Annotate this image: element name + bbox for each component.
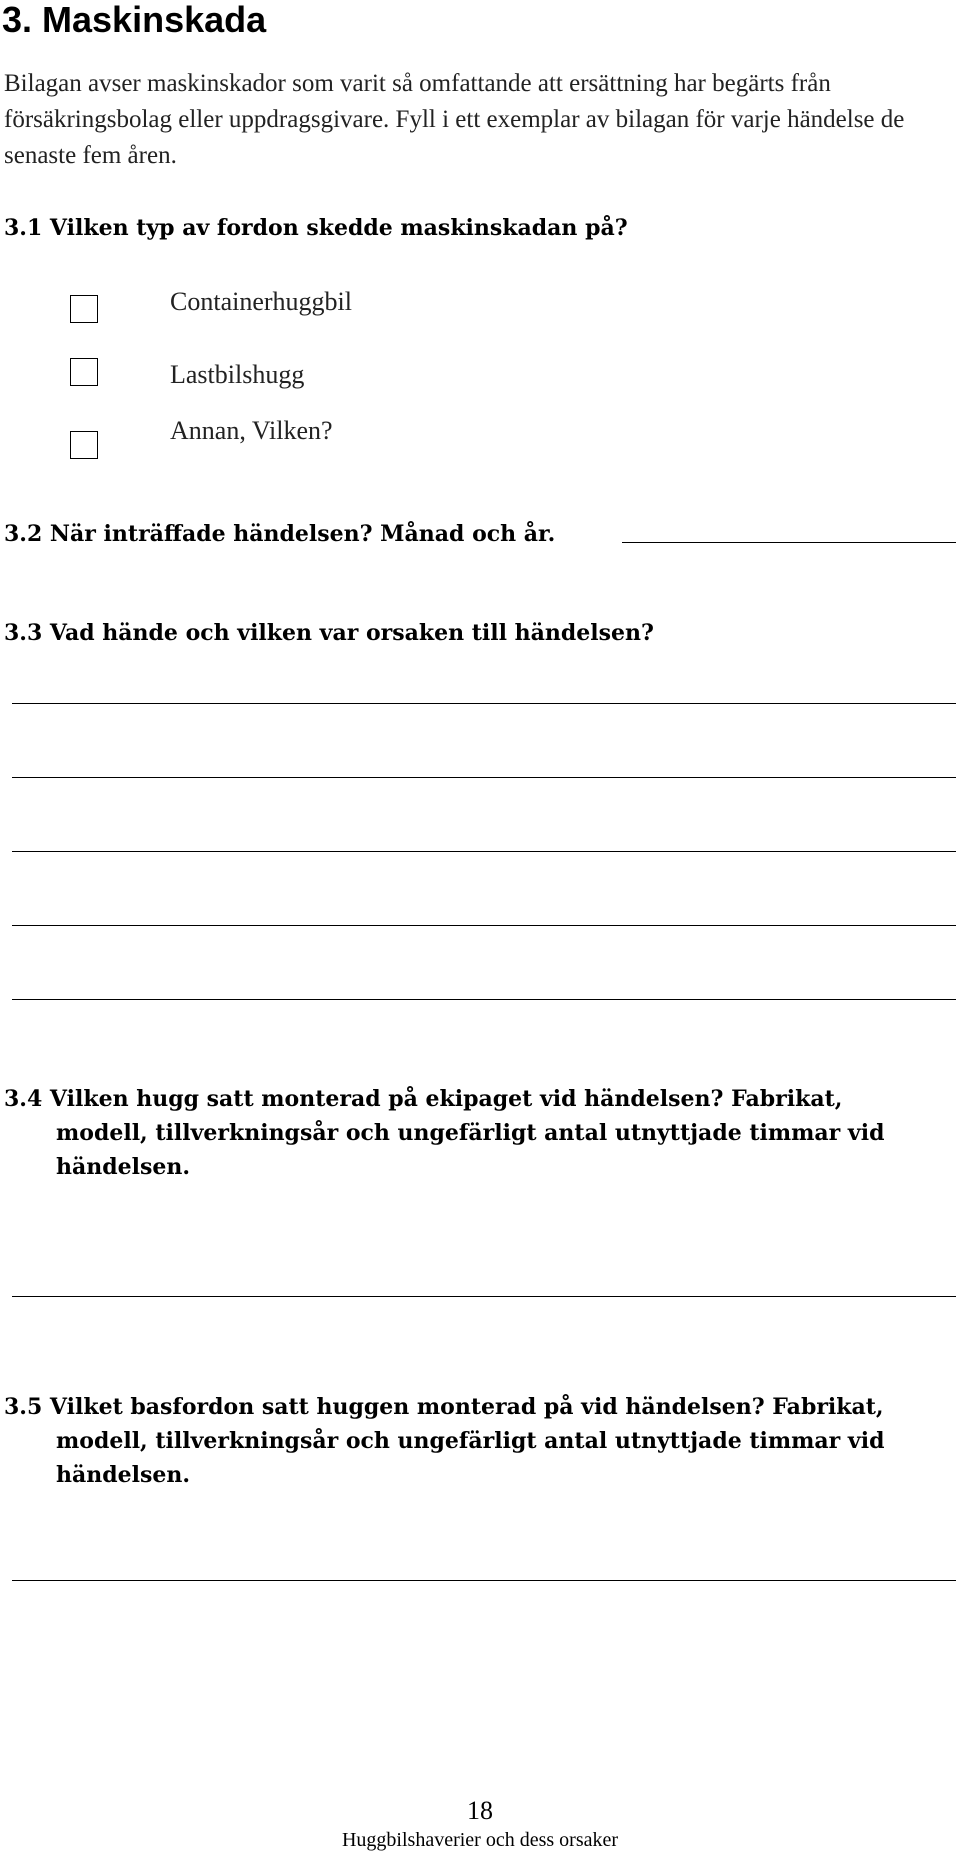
question-3-1: 3.1 Vilken typ av fordon skedde maskinskadan på? <box>4 215 628 241</box>
option-label-containerhuggbil: Containerhuggbil <box>170 287 352 316</box>
checkbox-containerhuggbil[interactable] <box>70 295 98 323</box>
question-3-4-line-3: händelsen. <box>56 1154 191 1180</box>
section-intro: Bilagan avser maskinskador som varit så omfattande att ersättning har begärts från försäkringsbolag eller uppdragsgivare. Fyll i ett exemplar av bilagan för varje händelse de senaste fem åren. <box>4 70 905 169</box>
question-3-5-line-1: 3.5 Vilket basfordon satt huggen monterad på vid händelsen? Fabrikat, <box>4 1394 884 1420</box>
question-3-3: 3.3 Vad hände och vilken var orsaken till händelsen? <box>4 620 654 646</box>
answer-line-3-3-5[interactable] <box>12 999 956 1000</box>
question-3-4-line-1: 3.4 Vilken hugg satt monterad på ekipaget vid händelsen? Fabrikat, <box>4 1086 843 1112</box>
page-number: 18 <box>467 1796 493 1825</box>
checkbox-annan[interactable] <box>70 431 98 459</box>
question-3-5-line-3: händelsen. <box>56 1462 191 1488</box>
answer-line-3-4[interactable] <box>12 1296 956 1297</box>
section-title: 3. Maskinskada <box>2 0 267 40</box>
question-3-2: 3.2 När inträffade händelsen? Månad och år. <box>4 521 556 547</box>
answer-line-3-3-3[interactable] <box>12 851 956 852</box>
question-3-4-line-2: modell, tillverkningsår och ungefärligt antal utnyttjade timmar vid <box>56 1120 885 1146</box>
answer-line-3-5[interactable] <box>12 1580 956 1581</box>
answer-line-3-3-4[interactable] <box>12 925 956 926</box>
option-label-lastbilshugg: Lastbilshugg <box>170 360 305 389</box>
answer-line-3-3-1[interactable] <box>12 703 956 704</box>
checkbox-lastbilshugg[interactable] <box>70 358 98 386</box>
answer-line-3-3-2[interactable] <box>12 777 956 778</box>
option-label-annan: Annan, Vilken? <box>170 416 333 445</box>
footer-title: Huggbilshaverier och dess orsaker <box>341 1829 619 1851</box>
answer-line-3-2[interactable] <box>622 542 956 543</box>
question-3-5-line-2: modell, tillverkningsår och ungefärligt antal utnyttjade timmar vid <box>56 1428 885 1454</box>
